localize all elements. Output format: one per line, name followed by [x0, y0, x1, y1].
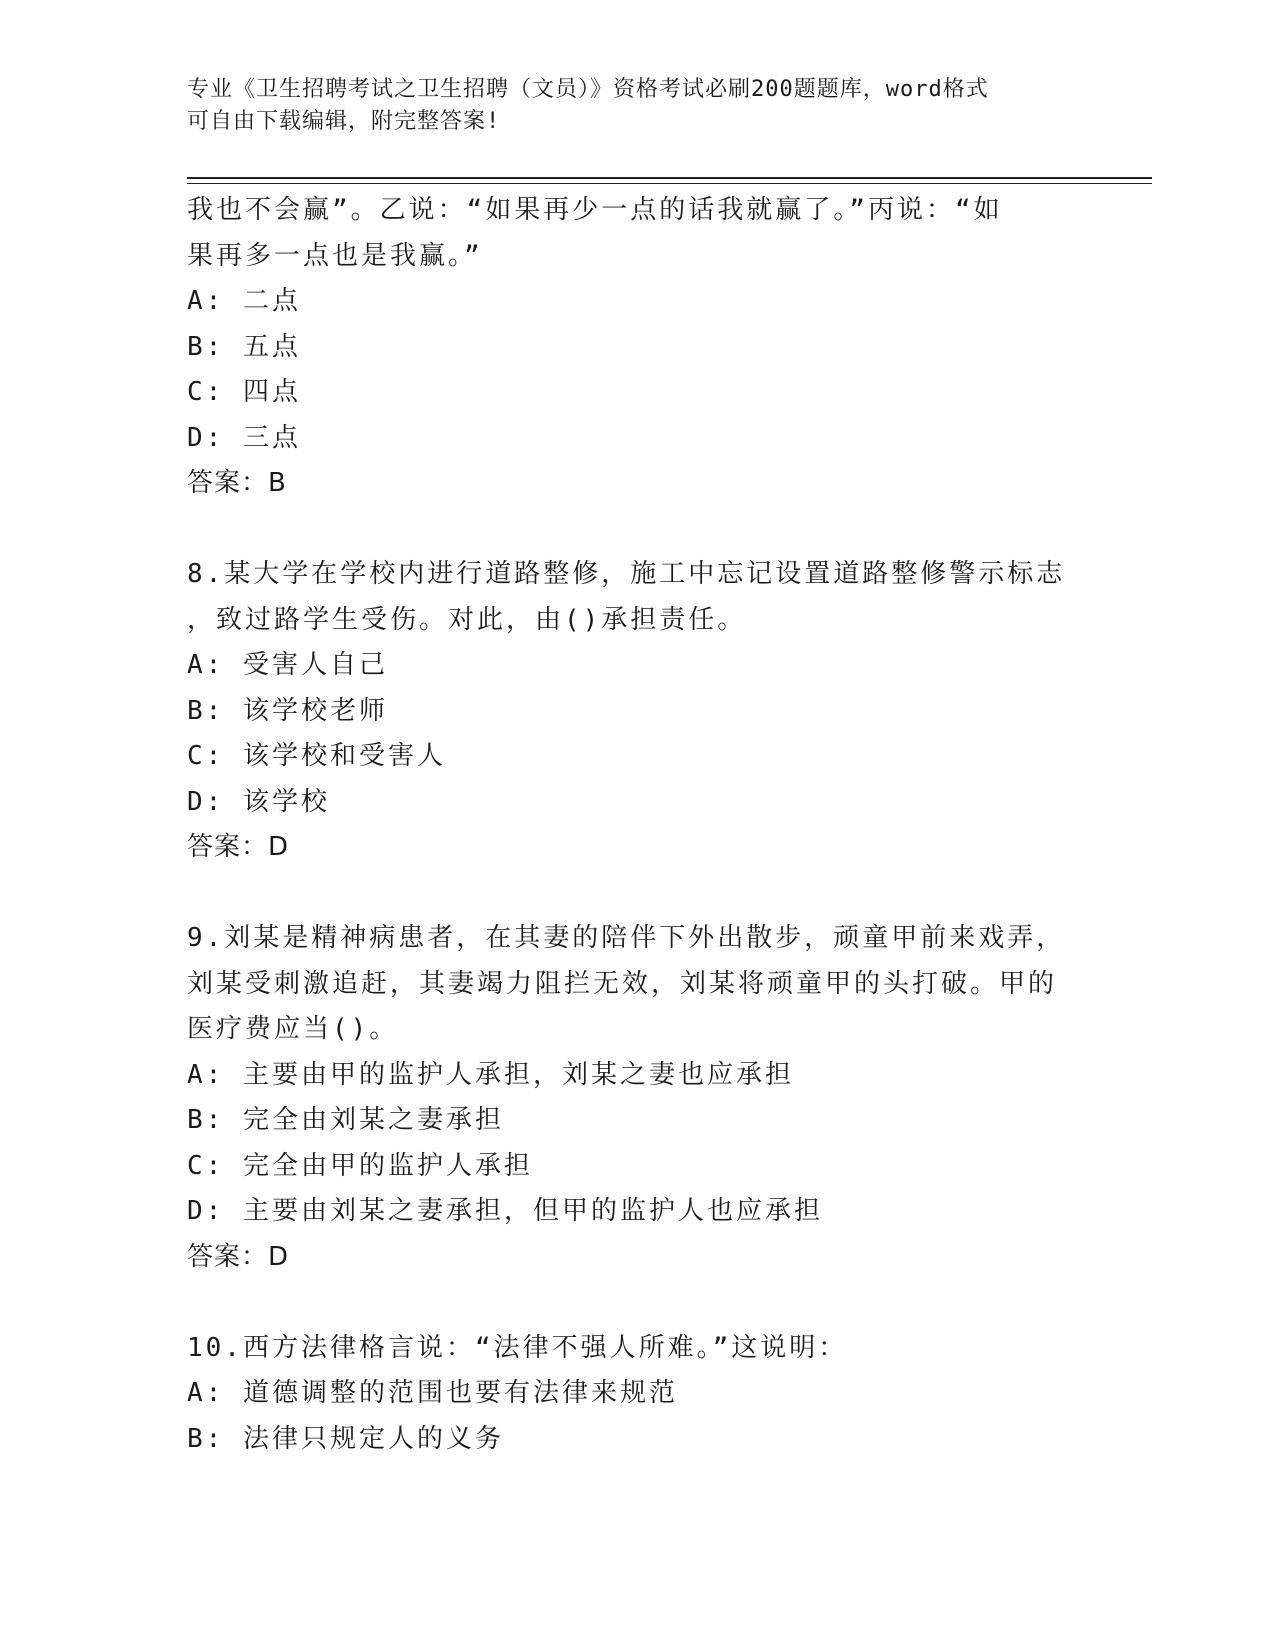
option-a: A: 受害人自己: [187, 650, 388, 680]
question-8: [187, 552, 1087, 871]
question-10: [187, 1326, 1087, 1463]
option-c: C: 四点: [187, 377, 301, 407]
option-d: D: 三点: [187, 422, 301, 453]
option-b: B: 完全由刘某之妻承担: [187, 1105, 504, 1135]
question-text-line: 9.刘某是精神病患者，在其妻的陪伴下外出散步，顽童甲前来戏弄，: [187, 923, 1066, 953]
option-d: D: 该学校: [187, 786, 330, 817]
option-b: B: 法律只规定人的义务: [187, 1423, 504, 1454]
header-title-line-2: 可自由下载编辑，附完整答案!: [187, 109, 501, 134]
spacer: [187, 871, 1087, 917]
spacer: [187, 1280, 1087, 1326]
option-a: A: 道德调整的范围也要有法律来规范: [187, 1378, 678, 1408]
answer-line: 答案：D: [187, 1241, 290, 1272]
option-c: C: 该学校和受害人: [187, 741, 446, 771]
header-divider-thick: [187, 177, 1152, 179]
question-9: [187, 916, 1087, 1280]
header-divider-thin: [187, 183, 1152, 184]
option-b: B: 该学校老师: [187, 695, 388, 726]
answer-line: 答案：B: [187, 468, 287, 498]
question-text-line: 我也不会赢”。乙说：“如果再少一点的话我就赢了。”丙说：“如: [187, 195, 1003, 225]
spacer: [187, 507, 1087, 553]
option-b: B: 五点: [187, 331, 301, 362]
question-text-line: 8.某大学在学校内进行道路整修，施工中忘记设置道路整修警示标志: [187, 559, 1066, 589]
document-header: [187, 74, 1067, 138]
option-a: A: 二点: [187, 286, 301, 316]
question-text-line: 刘某受刺激追赶，其妻竭力阻拦无效，刘某将顽童甲的头打破。甲的: [187, 968, 1058, 999]
question-continued: [187, 188, 1087, 507]
question-text-line: 果再多一点也是我赢。”: [187, 240, 483, 271]
question-text-line: 10.西方法律格言说：“法律不强人所难。”这说明：: [187, 1332, 848, 1363]
option-c: C: 完全由甲的监护人承担: [187, 1150, 533, 1181]
question-text-line: ，致过路学生受伤。对此，由()承担责任。: [187, 604, 747, 635]
option-d: D: 主要由刘某之妻承担，但甲的监护人也应承担: [187, 1196, 823, 1226]
header-title-line-1: 专业《卫生招聘考试之卫生招聘（文员）》资格考试必刷200题题库，word格式: [187, 77, 989, 102]
answer-line: 答案：D: [187, 832, 290, 862]
option-a: A: 主要由甲的监护人承担，刘某之妻也应承担: [187, 1059, 794, 1090]
question-text-line: 医疗费应当()。: [187, 1014, 399, 1044]
question-list: [187, 188, 1087, 1462]
